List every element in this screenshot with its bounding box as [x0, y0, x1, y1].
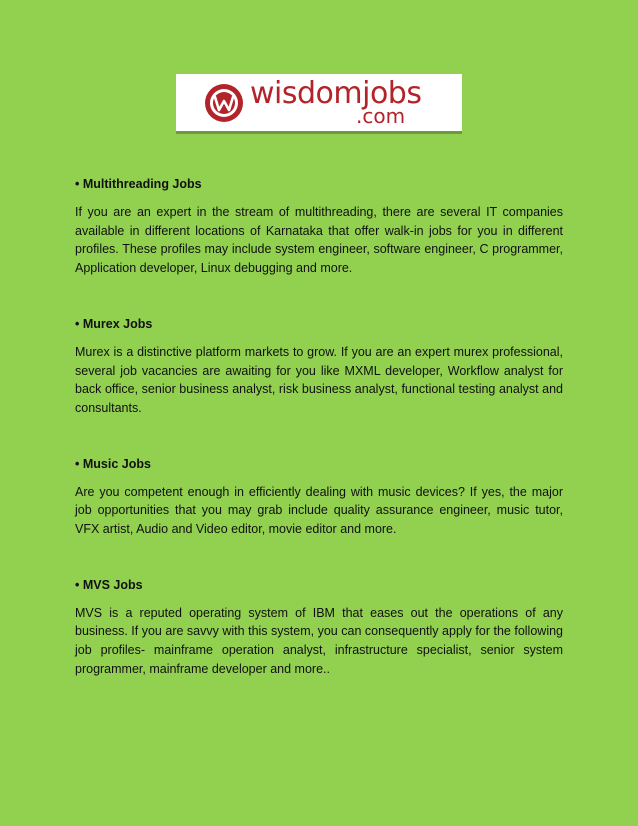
section-heading: • Multithreading Jobs: [75, 177, 202, 191]
section-heading: • Murex Jobs: [75, 316, 153, 331]
section-body: If you are an expert in the stream of multithreading, there are several IT companies available in different locations of Karnataka that offer walk-in jobs for you in different profiles. These profiles may include system engineer, software engineer, C programmer, Application developer, Linux debugging and more.: [75, 205, 563, 276]
logo-brand-suffix: .com: [356, 104, 406, 128]
document-content: [75, 176, 563, 717]
section-multithreading-jobs: [75, 176, 563, 278]
section-heading: • MVS Jobs: [75, 577, 143, 592]
section-body: MVS is a reputed operating system of IBM that eases out the operations of any business. If you are savvy with this system, you can consequently apply for the following job profiles- mainframe operation analyst, infrastructure specialist, senior system programmer, mainframe developer and more..: [75, 605, 563, 676]
section-body: Are you competent enough in efficiently dealing with music devices? If yes, the major job opportunities that you may grab include quality assurance engineer, music tutor, VFX artist, Audio and Video editor, movie editor and more.: [75, 484, 563, 537]
logo-brand-name: wisdomjobs: [250, 76, 422, 111]
section-murex-jobs: [75, 316, 563, 418]
section-music-jobs: [75, 456, 563, 539]
section-mvs-jobs: [75, 577, 563, 679]
wisdomjobs-w-logo-icon: [204, 83, 244, 123]
wisdomjobs-logo: [176, 74, 462, 134]
section-heading: • Music Jobs: [75, 456, 151, 471]
section-body: Murex is a distinctive platform markets to grow. If you are an expert murex professional, several job vacancies are awaiting for you like MXML developer, Workflow analyst for back office, senior business analyst, risk business analyst, functional testing analyst and consultants.: [75, 344, 563, 415]
